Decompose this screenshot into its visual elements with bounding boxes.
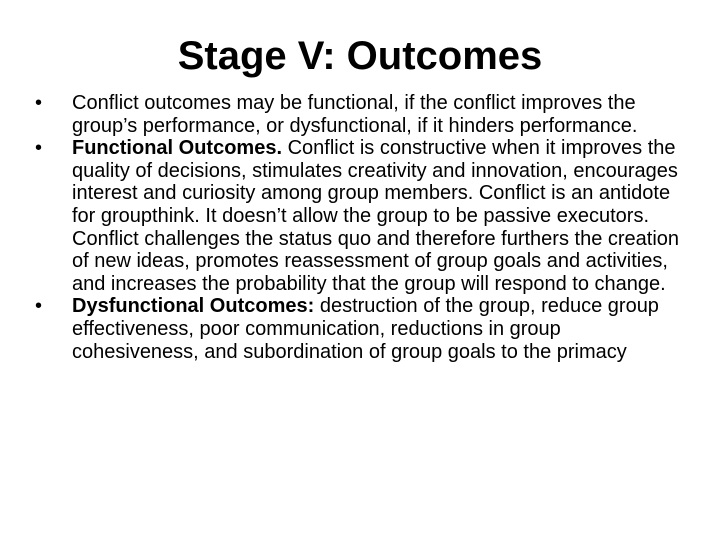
bullet-text: destruction of the group, reduce group effectiveness, poor communication, reductions in group cohesiveness, and subordination of group goals to the primacy [72,295,659,363]
slide-title: Stage V: Outcomes [177,34,543,78]
bullet-heading: Dysfunctional Outcomes: [72,295,315,318]
bullet-dot-icon: • [35,92,43,114]
bullet-heading: Functional Outcomes. [72,137,283,160]
bullet-list [30,92,690,363]
bullet-dot-icon: • [35,295,43,318]
bullet-dot-icon: • [35,137,43,160]
bullet-text: Conflict is constructive when it improves the quality of decisions, stimulates creativity and innovation, encourages interest and curiosity among group members. Conflict is an antidote for groupthink. It doesn’t allow the group to be passive executors. Conflict challenges the status quo and therefore furthers the creation of new ideas, promotes reassessment of group goals and activities, and increases the probability that the group will respond to change. [72,137,680,295]
bullet-item-overview [30,92,690,137]
bullet-item-dysfunctional-outcomes [30,295,690,363]
bullet-text: Conflict outcomes may be functional, if the conflict improves the group’s performance, or dysfunctional, if it hinders performance. [72,92,638,137]
bullet-item-functional-outcomes [30,137,690,295]
